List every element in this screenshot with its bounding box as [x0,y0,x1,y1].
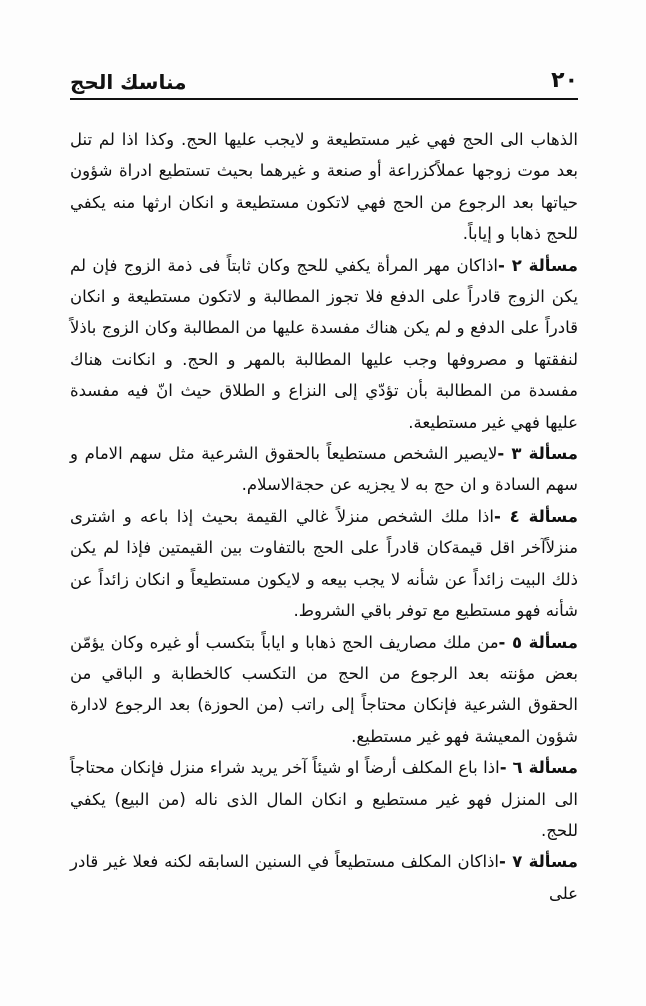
page-number: ٢٠ [551,68,578,93]
page-body [70,124,578,909]
masala-label: مسألة ٣ - [497,444,578,464]
paragraph-masala-5 [70,627,578,753]
paragraph-text: الذهاب الى الحج فهي غير مستطيعة و لايجب عليها الحج. وكذا اذا لم تنل بعد موت زوجها عملاًكزراعة أو صنعة و غيرهما بحيث تستطيع ادراة شؤون حياتها بعد الرجوع من الحج فهي لاتكون مستطيعة و انكان ارثها منه يكفي للحج ذهابا و إياباً. [70,130,578,244]
running-title: مناسك الحج [70,70,187,94]
paragraph-text: اذاكان المكلف مستطيعاً في السنين السابقه لكنه فعلا غير قادر على [70,852,578,903]
paragraph-text: من ملك مصاريف الحج ذهابا و اياباً بتكسب أو غيره وكان يؤمّن بعض مؤنته بعد الرجوع من الحج من التكسب كالخطابة و الباقي من الحقوق الشرعية فإنكان محتاجاً إلى راتب (من الحوزة) بعد الرجوع لادارة شؤون المعيشة فهو غير مستطيع. [70,632,578,746]
masala-label: مسألة ٥ - [498,632,578,652]
paragraph-masala-7 [70,846,578,909]
masala-label: مسألة ٤ - [493,506,578,526]
paragraph-masala-2 [70,250,578,438]
masala-label: مسألة ٢ - [498,255,578,275]
paragraph-text: لايصير الشخص مستطيعاً بالحقوق الشرعية مثل سهم الامام و سهم السادة و ان حج به لا يجزيه عن حجةالاسلام. [70,444,578,495]
header-rule [70,98,578,100]
paragraph-text: اذا ملك الشخص منزلاً غالي القيمة بحيث إذا باعه و اشترى منزلاًآخر اقل قيمةكان قادراً على الحج بالتفاوت بين القيمتين فإذا لم يكن ذلك البيت زائداً عن شأنه لا يجب بيعه و لايكون مستطيعاً و انكان زائداً عن شأنه فهو مستطيع مع توفر باقي الشروط. [70,506,578,621]
paragraph-text: اذاكان مهر المرأة يكفي للحج وكان ثابتاً فى ذمة الزوج فإن لم يكن الزوج قادراً على الدفع فلا تجوز المطالبة و لاتكون مستطيعة و انكان قادراً على الدفع و لم يكن هناك مفسدة عليها من المطالبة وكان الزوج باذلاً لنفقتها و مصروفها وجب عليها المطالبة بالمهر و الحج. و انكانت هناك مفسدة من المطالبة بأن تؤدّي إلى النزاع و الطلاق حيث انّ فيه مفسدة عليها فهي غير مستطيعة. [70,255,578,432]
paragraph-masala-4 [70,501,578,627]
paragraph-masala-6 [70,752,578,846]
masala-label: مسألة ٦ - [499,758,579,778]
paragraph-masala-3 [70,438,578,501]
page-header [70,66,578,100]
paragraph-text: اذا باع المكلف أرضاً او شيئاً آخر يريد شراء منزل فإنكان محتاجاً الى المنزل فهو غير مستطيع و انكان المال الذى ناله (من البيع) يكفي للحج. [70,758,578,840]
masala-label: مسألة ٧ - [499,852,579,872]
paragraph-intro-continuation [70,124,578,250]
